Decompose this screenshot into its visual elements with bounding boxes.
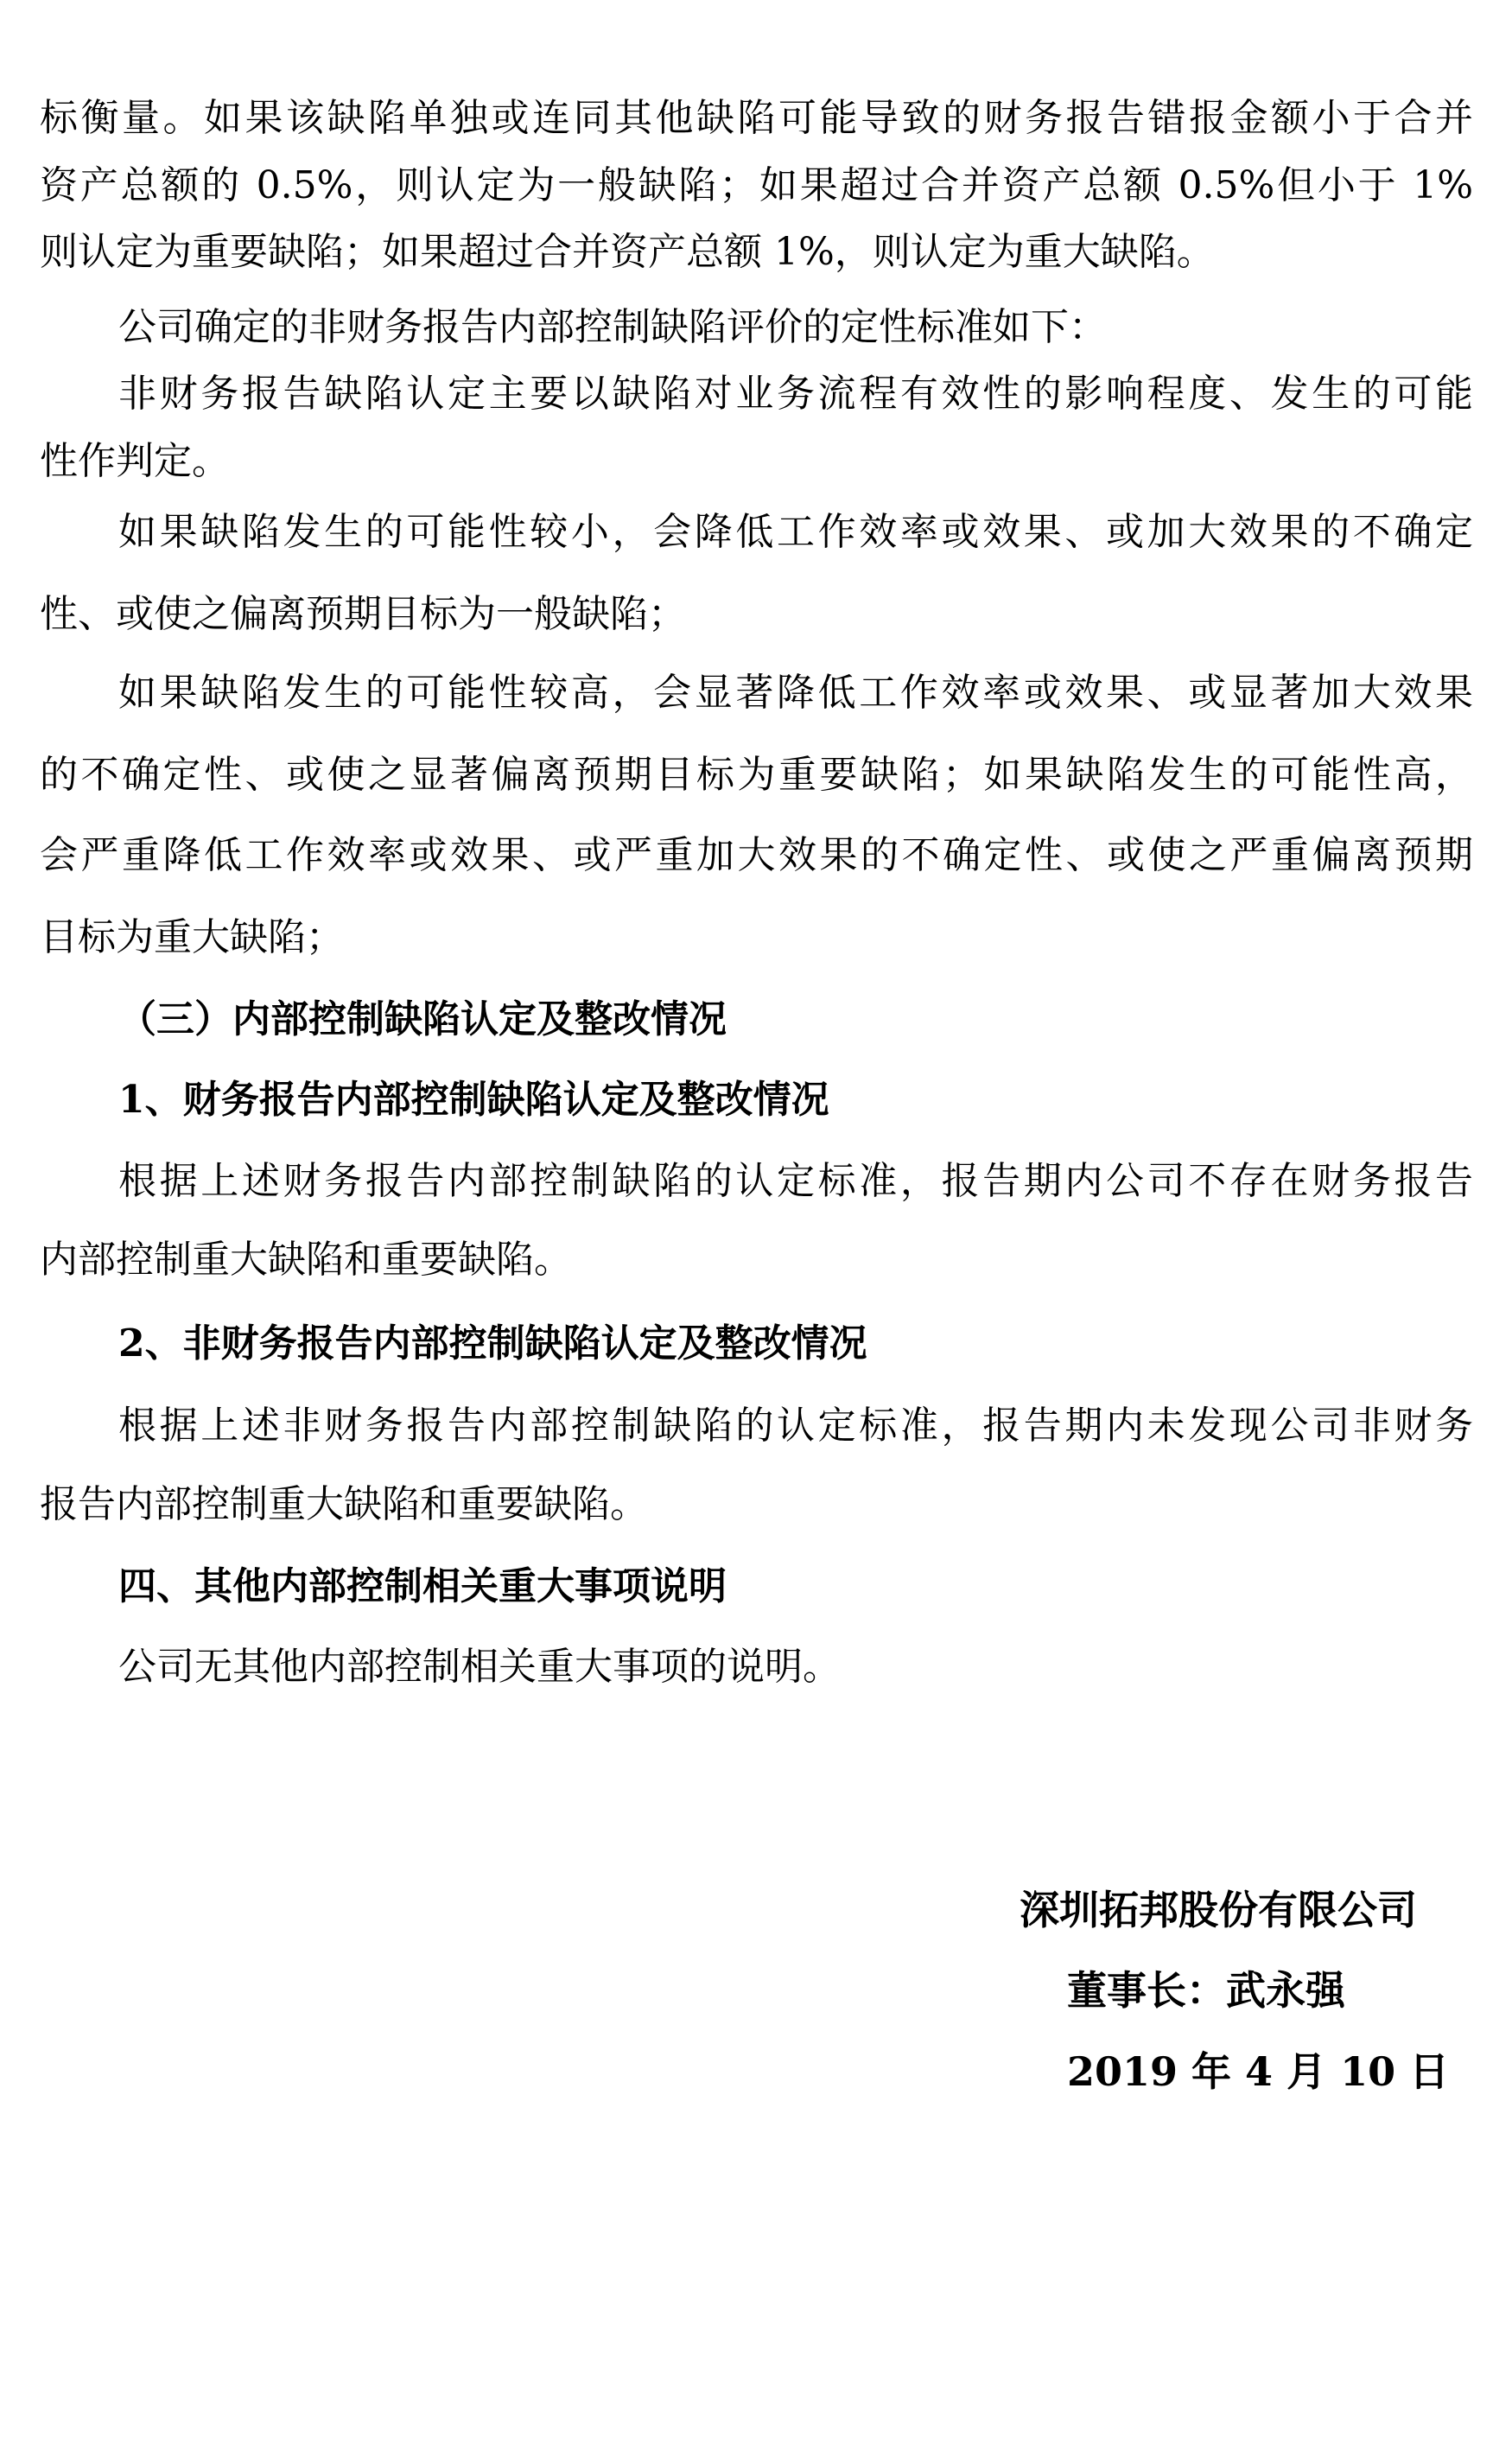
signature-chairman: 董事长：武永强 — [1067, 1967, 1345, 2014]
body-line: 标衡量。如果该缺陷单独或连同其他缺陷可能导致的财务报告错报金额小于合并 — [40, 96, 1473, 140]
body-line: 则认定为重要缺陷；如果超过合并资产总额 1%，则认定为重大缺陷。 — [40, 230, 1215, 274]
body-line: 报告内部控制重大缺陷和重要缺陷。 — [40, 1482, 648, 1526]
body-line: 如果缺陷发生的可能性较小，会降低工作效率或效果、或加大效果的不确定 — [118, 510, 1473, 554]
section-heading: （三）内部控制缺陷认定及整改情况 — [118, 997, 727, 1041]
body-line: 性、或使之偏离预期目标为一般缺陷； — [40, 592, 686, 636]
body-line: 目标为重大缺陷； — [40, 915, 344, 959]
body-line: 公司无其他内部控制相关重大事项的说明。 — [118, 1645, 841, 1689]
body-line: 性作判定。 — [40, 439, 230, 483]
body-line: 公司确定的非财务报告内部控制缺陷评价的定性标准如下： — [118, 305, 1107, 349]
body-line: 根据上述非财务报告内部控制缺陷的认定标准，报告期内未发现公司非财务 — [118, 1404, 1473, 1448]
body-line: 资产总额的 0.5%，则认定为一般缺陷；如果超过合并资产总额 0.5%但小于 1% — [40, 163, 1473, 207]
signature-company: 深圳拓邦股份有限公司 — [1020, 1887, 1417, 1933]
body-line: 根据上述财务报告内部控制缺陷的认定标准，报告期内公司不存在财务报告 — [118, 1159, 1473, 1203]
body-line: 非财务报告缺陷认定主要以缺陷对业务流程有效性的影响程度、发生的可能 — [118, 372, 1473, 416]
body-line: 内部控制重大缺陷和重要缺陷。 — [40, 1238, 572, 1282]
subsection-heading: 2、非财务报告内部控制缺陷认定及整改情况 — [118, 1321, 867, 1366]
body-line: 会严重降低工作效率或效果、或严重加大效果的不确定性、或使之严重偏离预期 — [40, 833, 1473, 877]
section-heading: 四、其他内部控制相关重大事项说明 — [118, 1564, 727, 1608]
signature-date: 2019 年 4 月 10 日 — [1067, 2048, 1450, 2095]
body-line: 的不确定性、或使之显著偏离预期目标为重要缺陷；如果缺陷发生的可能性高， — [40, 753, 1473, 797]
subsection-heading: 1、财务报告内部控制缺陷认定及整改情况 — [118, 1078, 829, 1122]
body-line: 如果缺陷发生的可能性较高，会显著降低工作效率或效果、或显著加大效果 — [118, 671, 1473, 715]
